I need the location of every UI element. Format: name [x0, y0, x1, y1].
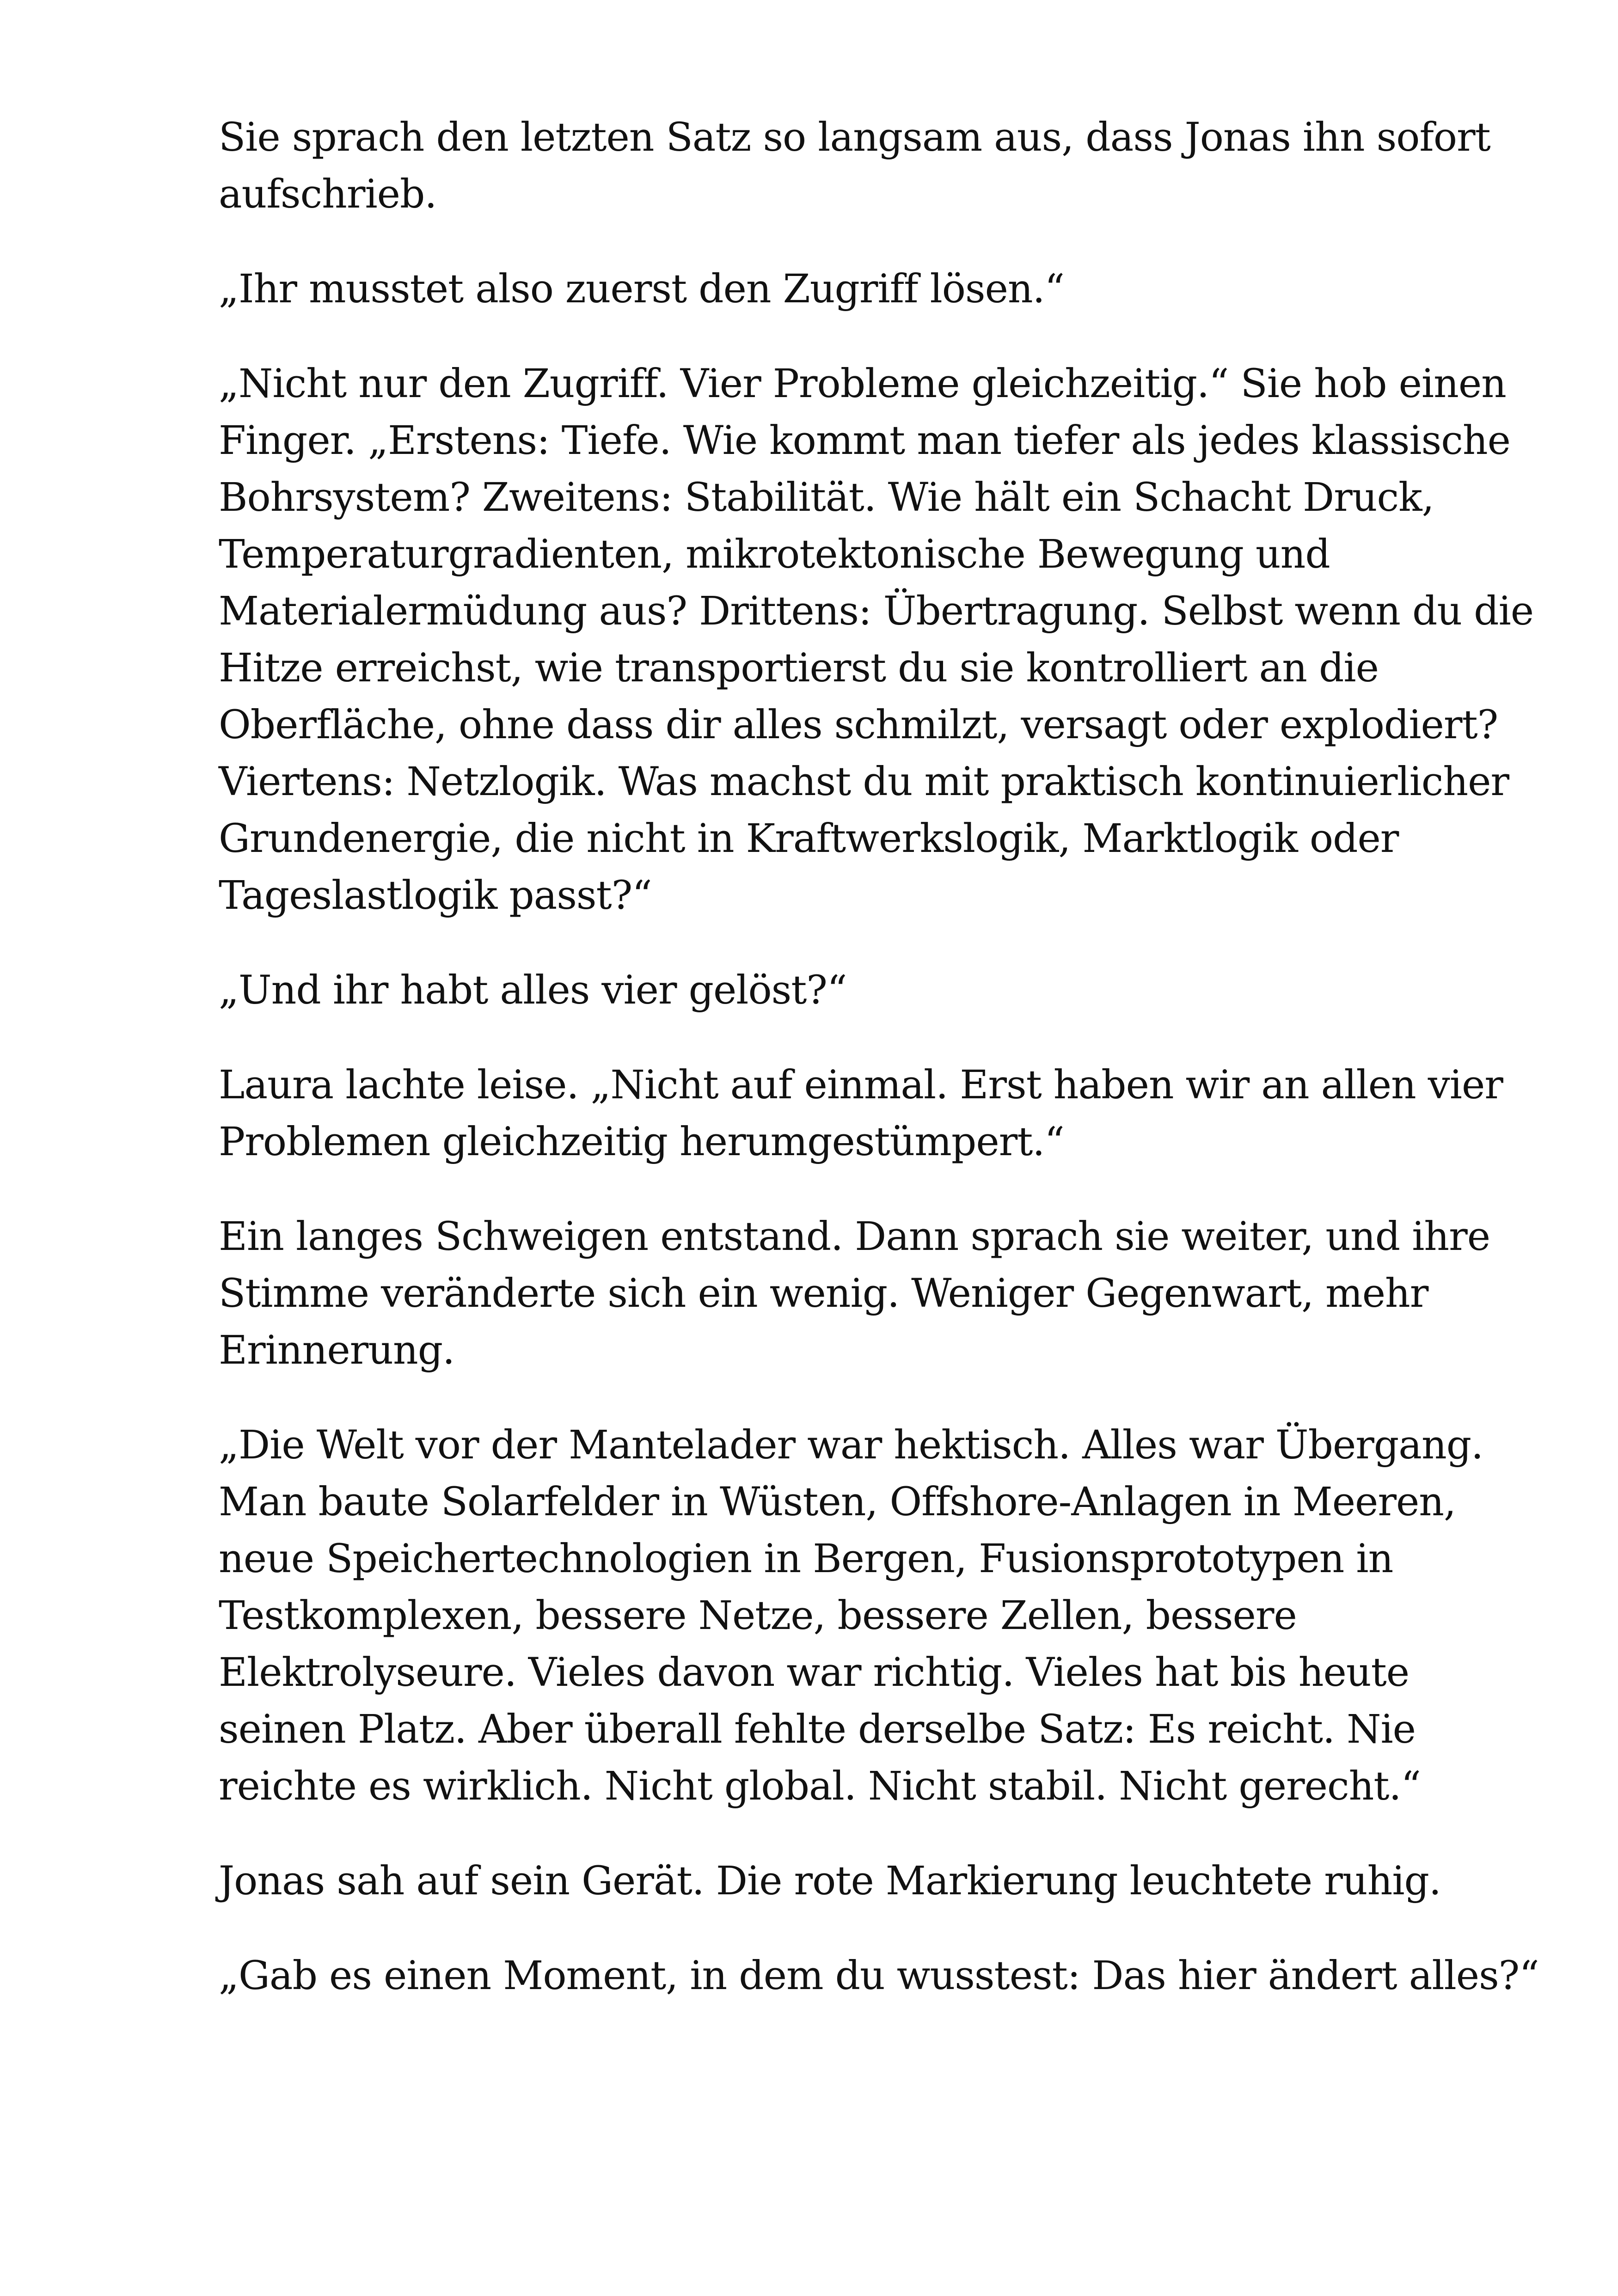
paragraph-9: „Gab es einen Moment, in dem du wusstest: Das hier ändert alles?“	[219, 1953, 1539, 1999]
paragraph-1: Sie sprach den letzten Satz so langsam aus, dass Jonas ihn sofort aufschrieb.	[219, 115, 1490, 217]
document-body	[219, 109, 1541, 2042]
paragraph-6: Ein langes Schweigen entstand. Dann sprach sie weiter, und ihre Stimme veränderte sich ein wenig. Weniger Gegenwart, mehr Erinnerung.	[219, 1214, 1490, 1373]
paragraph-7: „Die Welt vor der Mantelader war hektisch. Alles war Übergang. Man baute Solarfelder in Wüsten, Offshore-Anlagen in Meeren, neue Speichertechnologien in Bergen, Fusionsprototypen in Testkomplexen, bessere Netze, bessere Zellen, bessere Elektrolyseure. Vieles davon war richtig. Vieles hat bis heute seinen Platz. Aber überall fehlte derselbe Satz: Es reicht. Nie reichte es wirklich. Nicht global. Nicht stabil. Nicht gerecht.“	[219, 1422, 1483, 1809]
paragraph-2: „Ihr musstet also zuerst den Zugriff lösen.“	[219, 266, 1065, 312]
paragraph-4: „Und ihr habt alles vier gelöst?“	[219, 967, 847, 1013]
paragraph-3: „Nicht nur den Zugriff. Vier Probleme gleichzeitig.“ Sie hob einen Finger. „Erstens: Tiefe. Wie kommt man tiefer als jedes klassische Bohrsystem? Zweitens: Stabilität. Wie hält ein Schacht Druck, Temperaturgradienten, mikrotektonische Bewegung und Materialermüdung aus? Drittens: Übertragung. Selbst wenn du die Hitze erreichst, wie transportierst du sie kontrolliert an die Oberfläche, ohne dass dir alles schmilzt, versagt oder explodiert? Viertens: Netzlogik. Was machst du mit praktisch kontinuierlicher Grundenergie, die nicht in Kraftwerkslogik, Marktlogik oder Tageslastlogik passt?“	[219, 361, 1534, 918]
paragraph-8: Jonas sah auf sein Gerät. Die rote Markierung leuchtete ruhig.	[219, 1858, 1441, 1904]
paragraph-5: Laura lachte leise. „Nicht auf einmal. Erst haben wir an allen vier Problemen gleichzeitig herumgestümpert.“	[219, 1062, 1503, 1165]
